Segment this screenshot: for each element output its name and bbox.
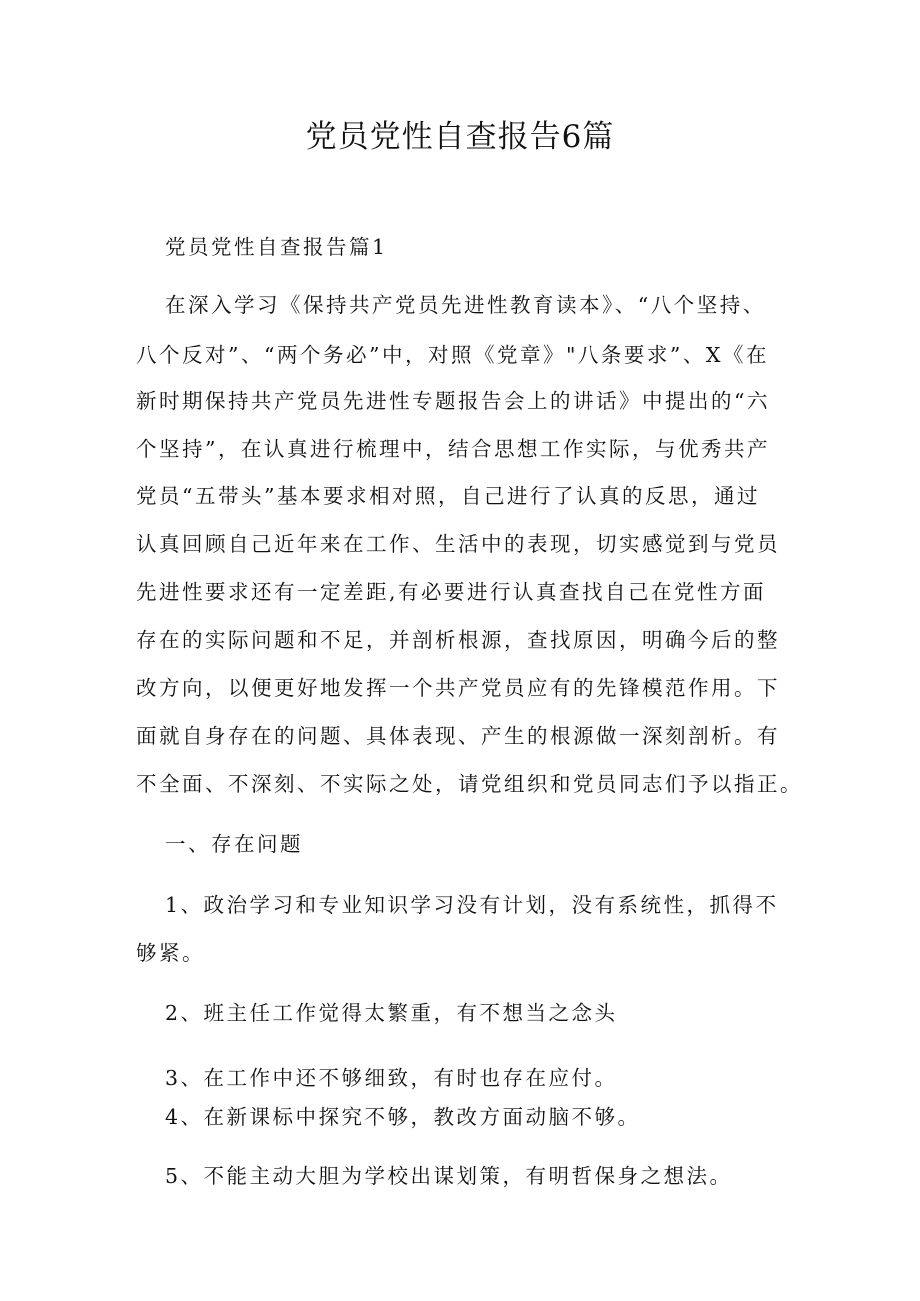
paragraph-line: 个坚持”，在认真进行梳理中，结合思想工作实际，与优秀共产 (136, 437, 770, 461)
list-item: 3、在工作中还不够细致，有时也存在应付。 (165, 1066, 618, 1090)
document-title: 党员党性自查报告6篇 (305, 119, 615, 155)
list-item: 1、政治学习和专业知识学习没有计划，没有系统性，抓得不 (165, 893, 779, 917)
section-heading: 党员党性自查报告篇1 (165, 235, 388, 259)
list-item: 5、不能主动大胆为学校出谋划策，有明哲保身之想法。 (165, 1164, 733, 1188)
paragraph-line: 先进性要求还有一定差距,有必要进行认真查找自己在党性方面 (136, 580, 767, 604)
paragraph-line: 面就自身存在的问题、具体表现、产生的根源做一深刻剖析。有 (136, 724, 780, 748)
problems-heading: 一、存在问题 (165, 832, 303, 856)
paragraph-line: 新时期保持共产党员先进性专题报告会上的讲话》中提出的“六 (136, 389, 770, 413)
paragraph-line: 不全面、不深刻、不实际之处，请党组织和党员同志们予以指正。 (136, 772, 803, 796)
paragraph-line: 党员“五带头”基本要求相对照，自己进行了认真的反思，通过 (136, 484, 760, 508)
list-item: 4、在新课标中探究不够，教改方面动脑不够。 (165, 1105, 641, 1129)
paragraph-line: 存在的实际问题和不足，并剖析根源，查找原因，明确今后的整 (136, 628, 780, 652)
paragraph-line: 在深入学习《保持共产党员先进性教育读本》、“八个坚持、 (165, 293, 766, 317)
paragraph-line: 认真回顾自己近年来在工作、生活中的表现，切实感觉到与党员 (136, 532, 780, 556)
list-item-continuation: 够紧。 (136, 941, 205, 965)
paragraph-line: 改方向，以便更好地发挥一个共产党员应有的先锋模范作用。下 (136, 676, 780, 700)
paragraph-line: 八个反对”、“两个务必”中，对照《党章》"八条要求”、X《在 (136, 343, 769, 367)
list-item: 2、班主任工作觉得太繁重，有不想当之念头 (165, 1001, 618, 1025)
